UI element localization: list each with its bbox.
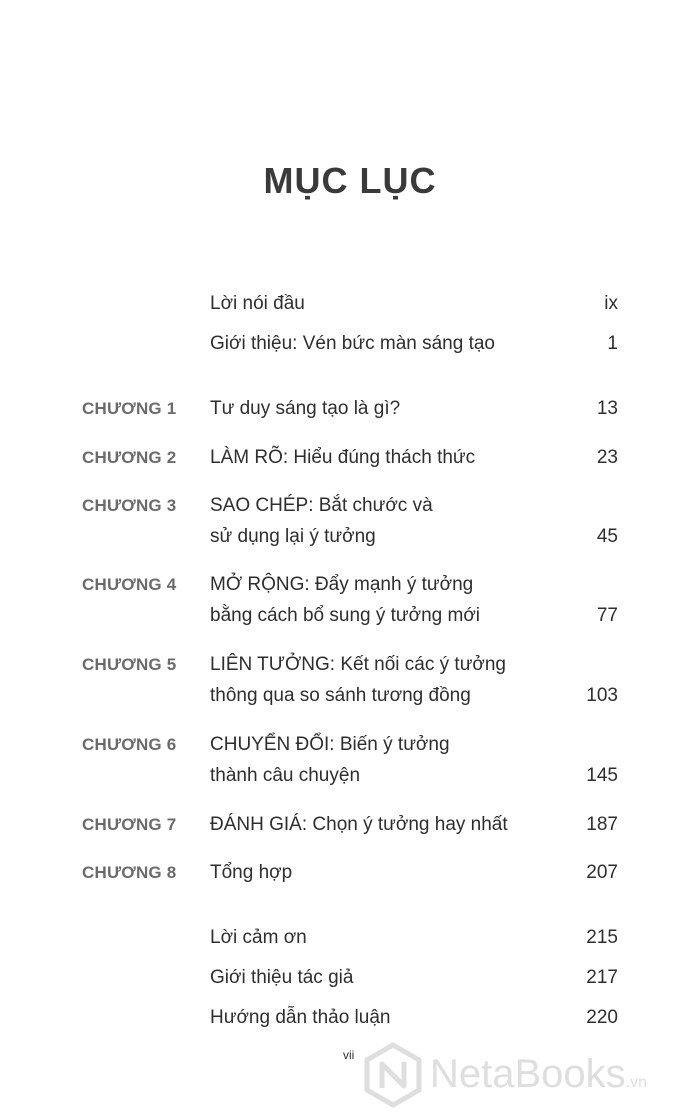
page-number: 45 — [596, 526, 618, 547]
watermark — [362, 1040, 682, 1110]
entry-title: Lời nói đầu — [210, 293, 305, 314]
entry-title: LÀM RÕ: Hiểu đúng thách thức — [210, 447, 476, 468]
page-number: 13 — [596, 398, 618, 419]
page-number: 217 — [586, 967, 618, 988]
entry-title: SAO CHÉP: Bắt chước và sử dụng lại ý tưởng — [210, 495, 433, 547]
watermark-text — [430, 1052, 647, 1097]
page-number: 23 — [596, 447, 618, 468]
watermark-name: NetaBooks — [430, 1052, 626, 1096]
page-number: 215 — [586, 927, 618, 948]
entry-title: Giới thiệu: Vén bức màn sáng tạo — [210, 333, 495, 354]
entry-title: Hướng dẫn thảo luận — [210, 1007, 391, 1028]
chapter-label: CHƯƠNG 4 — [82, 575, 177, 594]
chapter-label: CHƯƠNG 3 — [82, 496, 177, 515]
page-folio: vii — [343, 1048, 355, 1062]
n-hexagon-logo-icon — [362, 1042, 424, 1108]
page-number: ix — [604, 293, 618, 314]
page-title: MỤC LỤC — [263, 160, 437, 201]
chapter-label: CHƯƠNG 5 — [82, 655, 177, 674]
chapter-label: CHƯƠNG 8 — [82, 863, 177, 882]
chapter-label: CHƯƠNG 2 — [82, 448, 177, 467]
entry-title: LIÊN TƯỞNG: Kết nối các ý tưởng thông qua so sánh tương đồng — [210, 654, 507, 706]
chapter-label: CHƯƠNG 6 — [82, 735, 177, 754]
entry-title: Tổng hợp — [210, 862, 293, 883]
entry-title: Tư duy sáng tạo là gì? — [210, 398, 401, 419]
chapter-label: CHƯƠNG 7 — [82, 815, 177, 834]
page-number: 220 — [586, 1007, 618, 1028]
page-number: 145 — [586, 765, 618, 786]
entry-title: CHUYỂN ĐỔI: Biến ý tưởng thành câu chuyện — [210, 734, 450, 786]
entry-title: Lời cảm ơn — [210, 927, 307, 948]
chapter-label: CHƯƠNG 1 — [82, 399, 177, 418]
entry-title: MỞ RỘNG: Đẩy mạnh ý tưởng bằng cách bổ sung ý tưởng mới — [210, 574, 481, 626]
page-number: 1 — [607, 333, 618, 354]
page-number: 207 — [586, 862, 618, 883]
entry-title: ĐÁNH GIÁ: Chọn ý tưởng hay nhất — [210, 814, 508, 835]
entry-title: Giới thiệu tác giả — [210, 967, 354, 988]
watermark-suffix: .vn — [625, 1074, 648, 1091]
page-number: 103 — [586, 685, 618, 706]
page-number: 77 — [596, 605, 618, 626]
page-number: 187 — [586, 814, 618, 835]
